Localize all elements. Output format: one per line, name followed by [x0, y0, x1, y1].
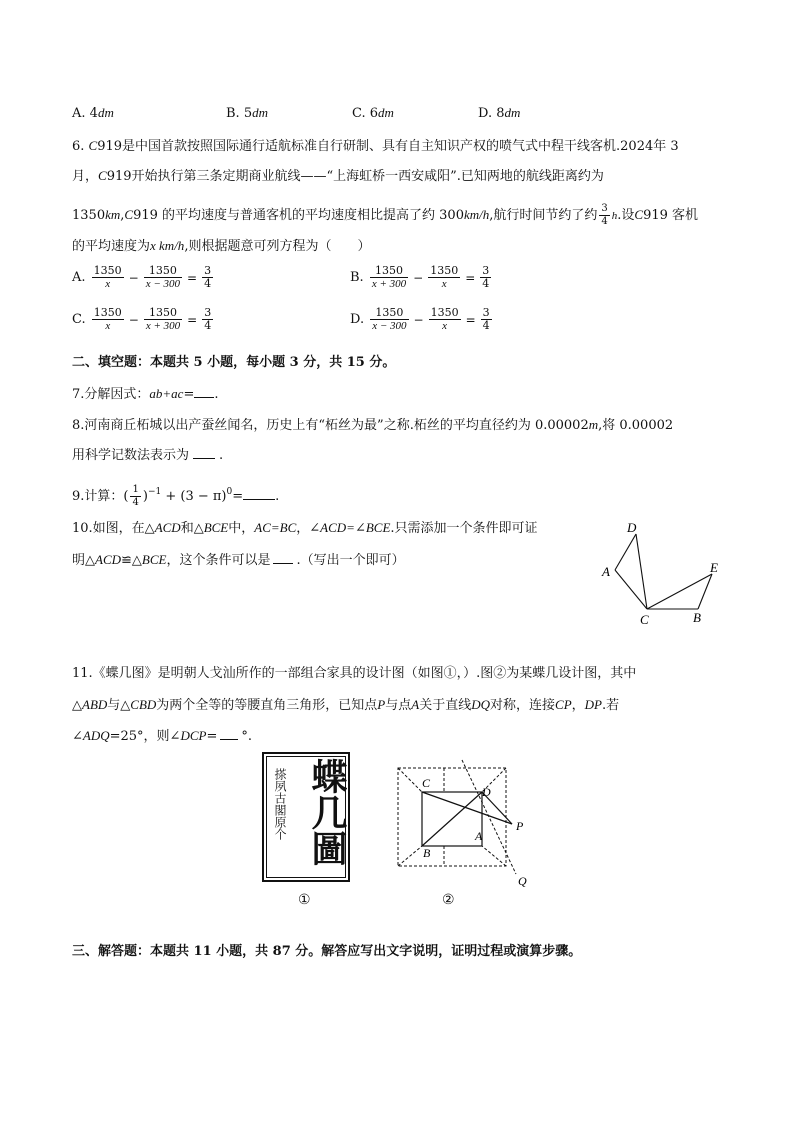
q11-answer-blank[interactable]: [220, 739, 238, 740]
q10-answer-blank[interactable]: [273, 563, 293, 564]
q11-figure-1-title: 蝶几圖: [306, 758, 348, 866]
q5-option-d: D. 8dm: [478, 105, 521, 121]
q11-segment-cp: [422, 792, 512, 824]
q11-line3: ∠ADQ=25°，则∠DCP= °.: [72, 728, 252, 744]
q11-line1: 11.《蝶几图》是明朝人戈汕所作的一部组合家具的设计图（如图①，）.图②为某蝶几设计图，其中: [72, 666, 637, 681]
q10-line1: 10.如图，在△ACD和△BCE中，AC=BC，∠ACD=∠BCE.只需添加一个条件即可证: [72, 520, 538, 536]
q11-figure-2-caption: ②: [442, 892, 455, 908]
q5-option-a: A. 4dm: [72, 105, 114, 121]
q11-figure-1: [262, 752, 350, 882]
q11-figure-1-side-text: 搽夙古閣原个: [273, 768, 287, 840]
q10-segment-ce: [647, 574, 712, 609]
q10-label-b: B: [693, 610, 701, 625]
q10-label-e: E: [710, 560, 718, 575]
q8-line1: 8.河南商丘柘城以出产蚕丝闻名，历史上有“柘丝为最”之称.柘丝的平均直径约为 0.00002m,将 0.00002: [72, 417, 674, 433]
q10-label-d: D: [627, 520, 637, 535]
section-2-heading: 二、填空题：本题共 5 小题，每小题 3 分，共 15 分。: [72, 355, 396, 370]
q9-answer-blank[interactable]: [243, 499, 275, 500]
q11-figure-1-caption: ①: [298, 892, 311, 908]
q11-label-b: B: [423, 846, 431, 860]
q11-outer-dashed-rect: [398, 768, 506, 866]
q11-line2: △ABD与△CBD为两个全等的等腰直角三角形，已知点P与点A关于直线DQ对称，连接CP，DP.若: [72, 697, 620, 713]
q11-dashed-diag-4: [482, 846, 506, 866]
q6-line4: 的平均速度为x km/h,则根据题意可列方程为（ ）: [72, 238, 371, 254]
q10-label-a: A: [602, 564, 610, 579]
q5-option-c: C. 6dm: [352, 105, 394, 121]
q11-figure-2: [390, 752, 540, 892]
q10-figure: [596, 516, 730, 628]
section-3-heading: 三、解答题：本题共 11 小题，共 87 分。解答应写出文字说明，证明过程或演算步骤。: [72, 944, 582, 959]
q11-label-c: C: [422, 776, 431, 790]
q6-option-a: A. $\frac{1350}{x}$ − $\frac{1350}{x - 300}$ = $\frac{3}{4}$: [72, 264, 212, 290]
q8-line2: 用科学记数法表示为 .: [72, 448, 224, 463]
q6-fraction: $\frac{3}{4}$: [601, 203, 608, 227]
q11-line-dq: [462, 760, 516, 874]
q10-line2: 明△ACD≌△BCE，这个条件可以是 .（写出一个即可）: [72, 552, 405, 568]
q6-line2: 月，C919开始执行第三条定期商业航线——“上海虹桥一西安咸阳”.已知两地的航线距离约为: [72, 168, 604, 184]
q7-answer-blank[interactable]: [194, 397, 214, 398]
q5-option-b: B. 5dm: [226, 105, 268, 121]
q7: 7.分解因式：ab+ac= .: [72, 386, 219, 402]
q8-answer-blank[interactable]: [193, 458, 215, 459]
q6-line3: 1350km,C919 的平均速度与普通客机的平均速度相比提高了约 300km/h,航行时间节约了约 $\frac{3}{4}$ h.设C919 客机: [72, 203, 699, 227]
q10-segment-eb: [698, 574, 712, 609]
q6-option-d: D. $\frac{1350}{x - 300}$ − $\frac{1350}{x}$ = $\frac{3}{4}$: [350, 306, 490, 332]
q10-segment-da: [615, 534, 636, 570]
q11-dashed-diag-1: [398, 768, 422, 792]
q11-diagonal-bd: [422, 792, 482, 846]
q6-option-b: B. $\frac{1350}{x + 300}$ − $\frac{1350}{x}$ = $\frac{3}{4}$: [350, 264, 490, 290]
q11-dashed-diag-3: [398, 846, 422, 866]
q11-label-a: A: [475, 829, 483, 843]
q11-label-d: D: [482, 785, 491, 799]
q6-line1: 6. C919是中国首款按照国际通行适航标准自行研制、具有自主知识产权的喷气式中程干线客机.2024年 3: [72, 138, 679, 154]
q11-label-q: Q: [518, 874, 527, 888]
q11-label-p: P: [516, 819, 524, 833]
q9: 9.计算：( $\frac{1}{4}$ )$^{-1} + (3 - \pi)^0=$ .: [72, 484, 280, 508]
q10-label-c: C: [640, 612, 649, 627]
q6-option-c: C. $\frac{1350}{x}$ − $\frac{1350}{x + 300}$ = $\frac{3}{4}$: [72, 306, 212, 332]
